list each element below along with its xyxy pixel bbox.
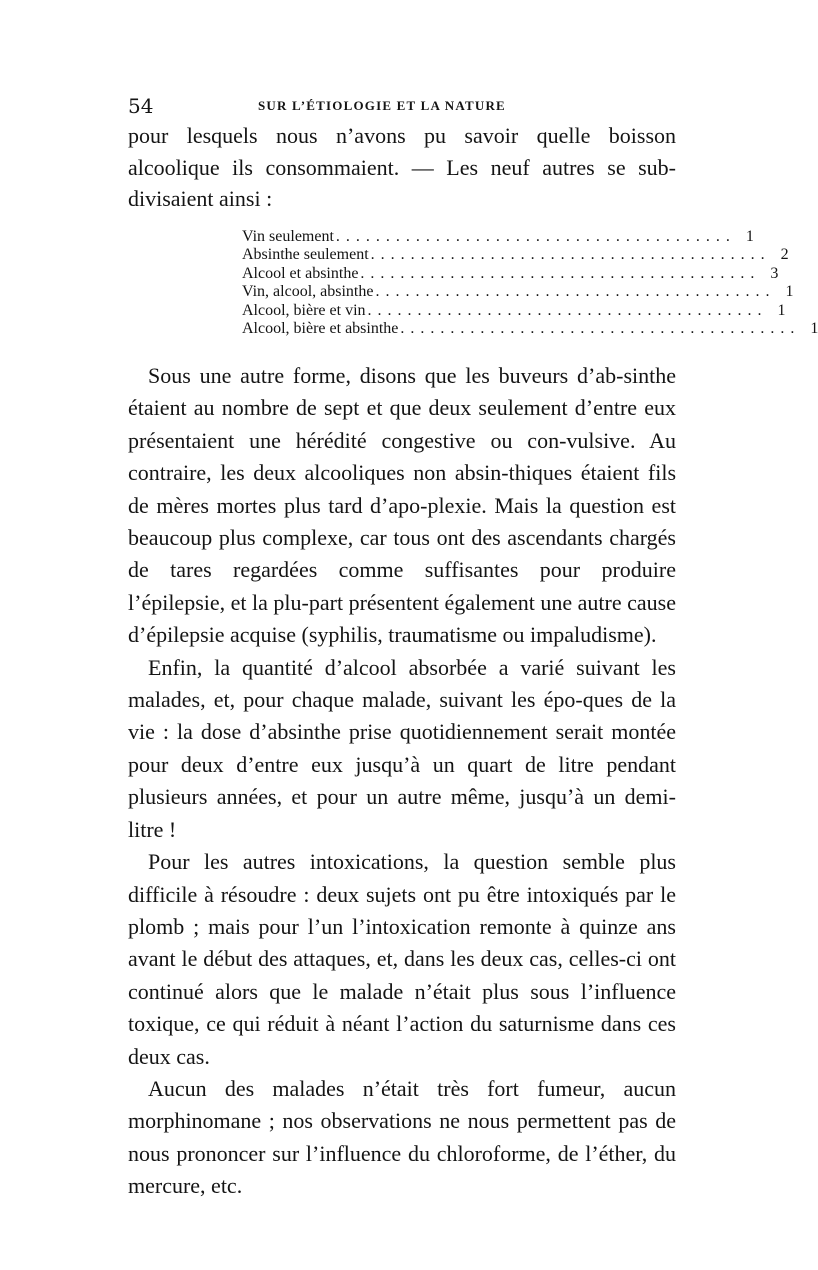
leader-dots: ........................................ bbox=[370, 246, 771, 264]
list-item bbox=[242, 283, 794, 301]
list-item-value: 3 bbox=[770, 264, 779, 282]
list-item bbox=[242, 264, 779, 283]
list-item-label: Alcool, bière et absinthe bbox=[242, 319, 399, 337]
list-item-value: 1 bbox=[777, 301, 786, 319]
list-item bbox=[242, 228, 754, 246]
leader-dots: ........................................ bbox=[335, 228, 736, 245]
list-item bbox=[242, 301, 786, 320]
body-paragraph: Enfin, la quantité d’alcool absorbée a varié suivant les malades, et, pour chaque malade, suivant les épo-ques de la vie : la dose d’absinthe prise quotidiennement serait montée pour deux d’entre eux jusqu’à un quart de litre pendant plusieurs années, et pour un autre même, jusqu’à un demi-litre ! bbox=[128, 654, 676, 842]
list-item bbox=[242, 319, 818, 338]
leader-dots: ........................................ bbox=[360, 264, 761, 282]
list-item-value: 1 bbox=[785, 283, 794, 301]
list-item bbox=[242, 246, 789, 264]
body-paragraph: Sous une autre forme, disons que les buveurs d’ab-sinthe étaient au nombre de sept et que deux seulement d’entre eux présentaient une hérédité congestive ou con-vulsive. Au contraire, les deux alcooliques non absin-thiques étaient fils de mères mortes plus tard d’apo-plexie. Mais la question est beaucoup plus complexe, car tous ont des ascendants chargés de tares regardées comme suffisantes pour produire l’épilepsie, et la plu-part présentent également une autre cause d’épilepsie acquise (syphilis, traumatisme ou impaludisme). bbox=[128, 363, 676, 648]
list-item-label: Absinthe seulement bbox=[242, 246, 369, 264]
beverage-list bbox=[242, 228, 818, 338]
list-item-value: 2 bbox=[780, 246, 789, 264]
list-item-label: Vin seulement bbox=[242, 228, 334, 245]
list-item-label: Vin, alcool, absinthe bbox=[242, 283, 374, 301]
body-paragraph: Pour les autres intoxications, la question semble plus difficile à résoudre : deux sujets ont pu être intoxiqués par le plomb ; mais pour l’un l’intoxication remonte à quinze ans avant le début des attaques, et, dans les deux cas, celles-ci ont continué alors que le malade n’était plus sous l’influence toxique, ce qui réduit à néant l’action du saturnisme dans ces deux cas. bbox=[128, 849, 676, 1069]
leader-dots: ........................................ bbox=[367, 301, 768, 319]
list-item-label: Alcool et absinthe bbox=[242, 264, 359, 282]
running-title: SUR L’ÉTIOLOGIE ET LA NATURE bbox=[258, 98, 506, 113]
intro-paragraph: pour lesquels nous n’avons pu savoir quelle boisson alcoolique ils consommaient. — Les neuf autres se sub-divisaient ainsi : bbox=[128, 123, 676, 212]
list-item-value: 1 bbox=[745, 228, 754, 245]
list-item-label: Alcool, bière et vin bbox=[242, 301, 366, 319]
body-paragraph: Aucun des malades n’était très fort fumeur, aucun morphinomane ; nos observations ne nous permettent pas de nous prononcer sur l’influence du chloroforme, de l’éther, du mercure, etc. bbox=[128, 1075, 676, 1199]
list-item-value: 1 bbox=[810, 319, 818, 337]
intro-text-block bbox=[128, 120, 676, 215]
leader-dots: ........................................ bbox=[375, 283, 776, 301]
page-number: 54 bbox=[128, 94, 154, 118]
running-head bbox=[128, 94, 688, 122]
main-text-block bbox=[128, 360, 676, 1203]
leader-dots: ........................................ bbox=[400, 319, 801, 337]
